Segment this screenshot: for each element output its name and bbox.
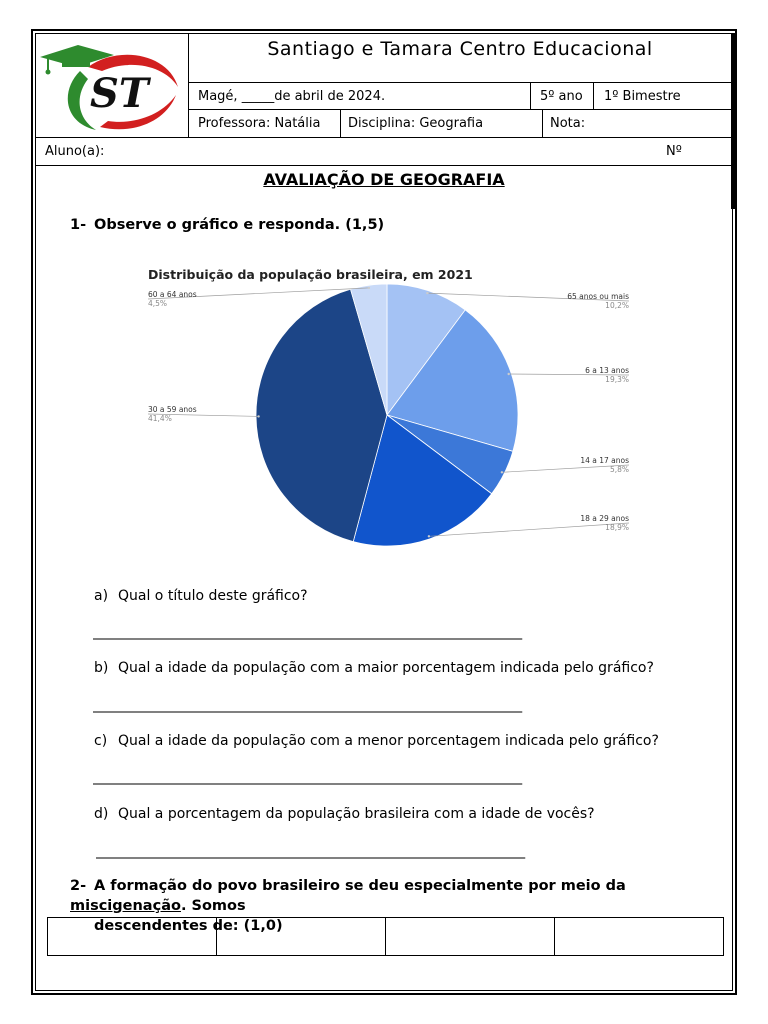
- answer-cell-4[interactable]: [555, 918, 723, 955]
- slice-label-6: 60 a 64 anos: [148, 290, 197, 299]
- header-line-4: [35, 165, 733, 166]
- question-1b-label: b): [94, 660, 109, 676]
- answer-cell-2[interactable]: [217, 918, 386, 955]
- leader-dot-3: [501, 471, 503, 473]
- pie-chart-svg: [140, 258, 640, 548]
- question-1d: [94, 805, 595, 823]
- question-2-underlined-word: miscigenação: [70, 898, 181, 914]
- leader-dot-2: [508, 373, 510, 375]
- question-1d-label: d): [94, 806, 109, 822]
- question-2-text: A formação do povo brasileiro se deu especialmente por meio da: [94, 878, 626, 894]
- logo-text: ST: [90, 70, 149, 117]
- slice-value-5: 41,4%: [148, 414, 172, 423]
- answer-cell-3[interactable]: [386, 918, 555, 955]
- question-1a-label: a): [94, 588, 109, 604]
- slice-value-4: 18,9%: [605, 523, 629, 532]
- grade-field-label[interactable]: Nota:: [550, 116, 586, 131]
- school-name: Santiago e Tamara Centro Educacional: [267, 38, 653, 60]
- grade-level: 5º ano: [540, 89, 583, 104]
- chart-title: Distribuição da população brasileira, em 2021: [148, 267, 473, 282]
- question-1-number: 1-: [70, 217, 87, 233]
- header-divider-teacher: [340, 109, 341, 137]
- slice-value-6: 4,5%: [148, 299, 168, 308]
- header-divider-grade: [593, 82, 594, 109]
- question-1a-text: Qual o título deste gráfico?: [118, 588, 308, 604]
- header-line-3: [35, 137, 733, 138]
- header-line-2: [188, 109, 733, 110]
- question-1a: [94, 587, 308, 605]
- page-title: AVALIAÇÃO DE GEOGRAFIA: [263, 170, 505, 189]
- answer-line-1d[interactable]: ________________________________________________________________: [96, 843, 525, 859]
- header-divider-logo: [188, 33, 189, 137]
- header-divider-subject: [542, 109, 543, 137]
- leader-dot-6: [368, 287, 370, 289]
- answer-table: [47, 917, 724, 956]
- answer-line-1c[interactable]: ________________________________________________________________: [93, 769, 522, 785]
- slice-value-3: 5,8%: [609, 465, 629, 474]
- question-1: [70, 215, 384, 235]
- slice-label-3: 14 a 17 anos: [580, 456, 629, 465]
- leader-dot-5: [257, 415, 259, 417]
- header-divider-date: [530, 82, 531, 109]
- student-name-label[interactable]: Aluno(a):: [45, 144, 105, 159]
- answer-line-1b[interactable]: ________________________________________________________________: [93, 697, 522, 713]
- student-number-label[interactable]: Nº: [666, 144, 682, 159]
- question-2-line-2: descendentes de: (1,0): [94, 918, 283, 934]
- answer-cell-1[interactable]: [48, 918, 217, 955]
- leader-dot-4: [428, 535, 430, 537]
- question-1c-label: c): [94, 733, 108, 749]
- question-2-number: 2-: [70, 878, 87, 894]
- question-1c-text: Qual a idade da população com a menor porcentagem indicada pelo gráfico?: [118, 733, 659, 749]
- pie-chart: [140, 258, 640, 548]
- subject-name: Disciplina: Geografia: [348, 116, 484, 131]
- question-1b: [94, 659, 654, 677]
- question-1c: [94, 732, 659, 750]
- school-logo: [38, 35, 186, 135]
- question-1b-text: Qual a idade da população com a maior porcentagem indicada pelo gráfico?: [118, 660, 654, 676]
- leader-dot-1: [426, 292, 428, 294]
- slice-label-4: 18 a 29 anos: [580, 514, 629, 523]
- school-term: 1º Bimestre: [604, 89, 681, 104]
- teacher-name: Professora: Natália: [198, 116, 321, 131]
- header-line-1: [188, 82, 733, 83]
- question-2-text-after: . Somos: [180, 898, 246, 914]
- slice-label-1: 65 anos ou mais: [567, 292, 629, 301]
- slice-value-2: 19,3%: [605, 375, 629, 384]
- question-1d-text: Qual a porcentagem da população brasileira com a idade de vocês?: [118, 806, 595, 822]
- slice-label-5: 30 a 59 anos: [148, 405, 197, 414]
- answer-line-1a[interactable]: ________________________________________________________________: [93, 624, 522, 640]
- slice-value-1: 10,2%: [605, 301, 629, 310]
- slice-label-2: 6 a 13 anos: [585, 366, 629, 375]
- question-1-text: Observe o gráfico e responda. (1,5): [94, 217, 385, 233]
- place-date: Magé, _____de abril de 2024.: [198, 89, 386, 104]
